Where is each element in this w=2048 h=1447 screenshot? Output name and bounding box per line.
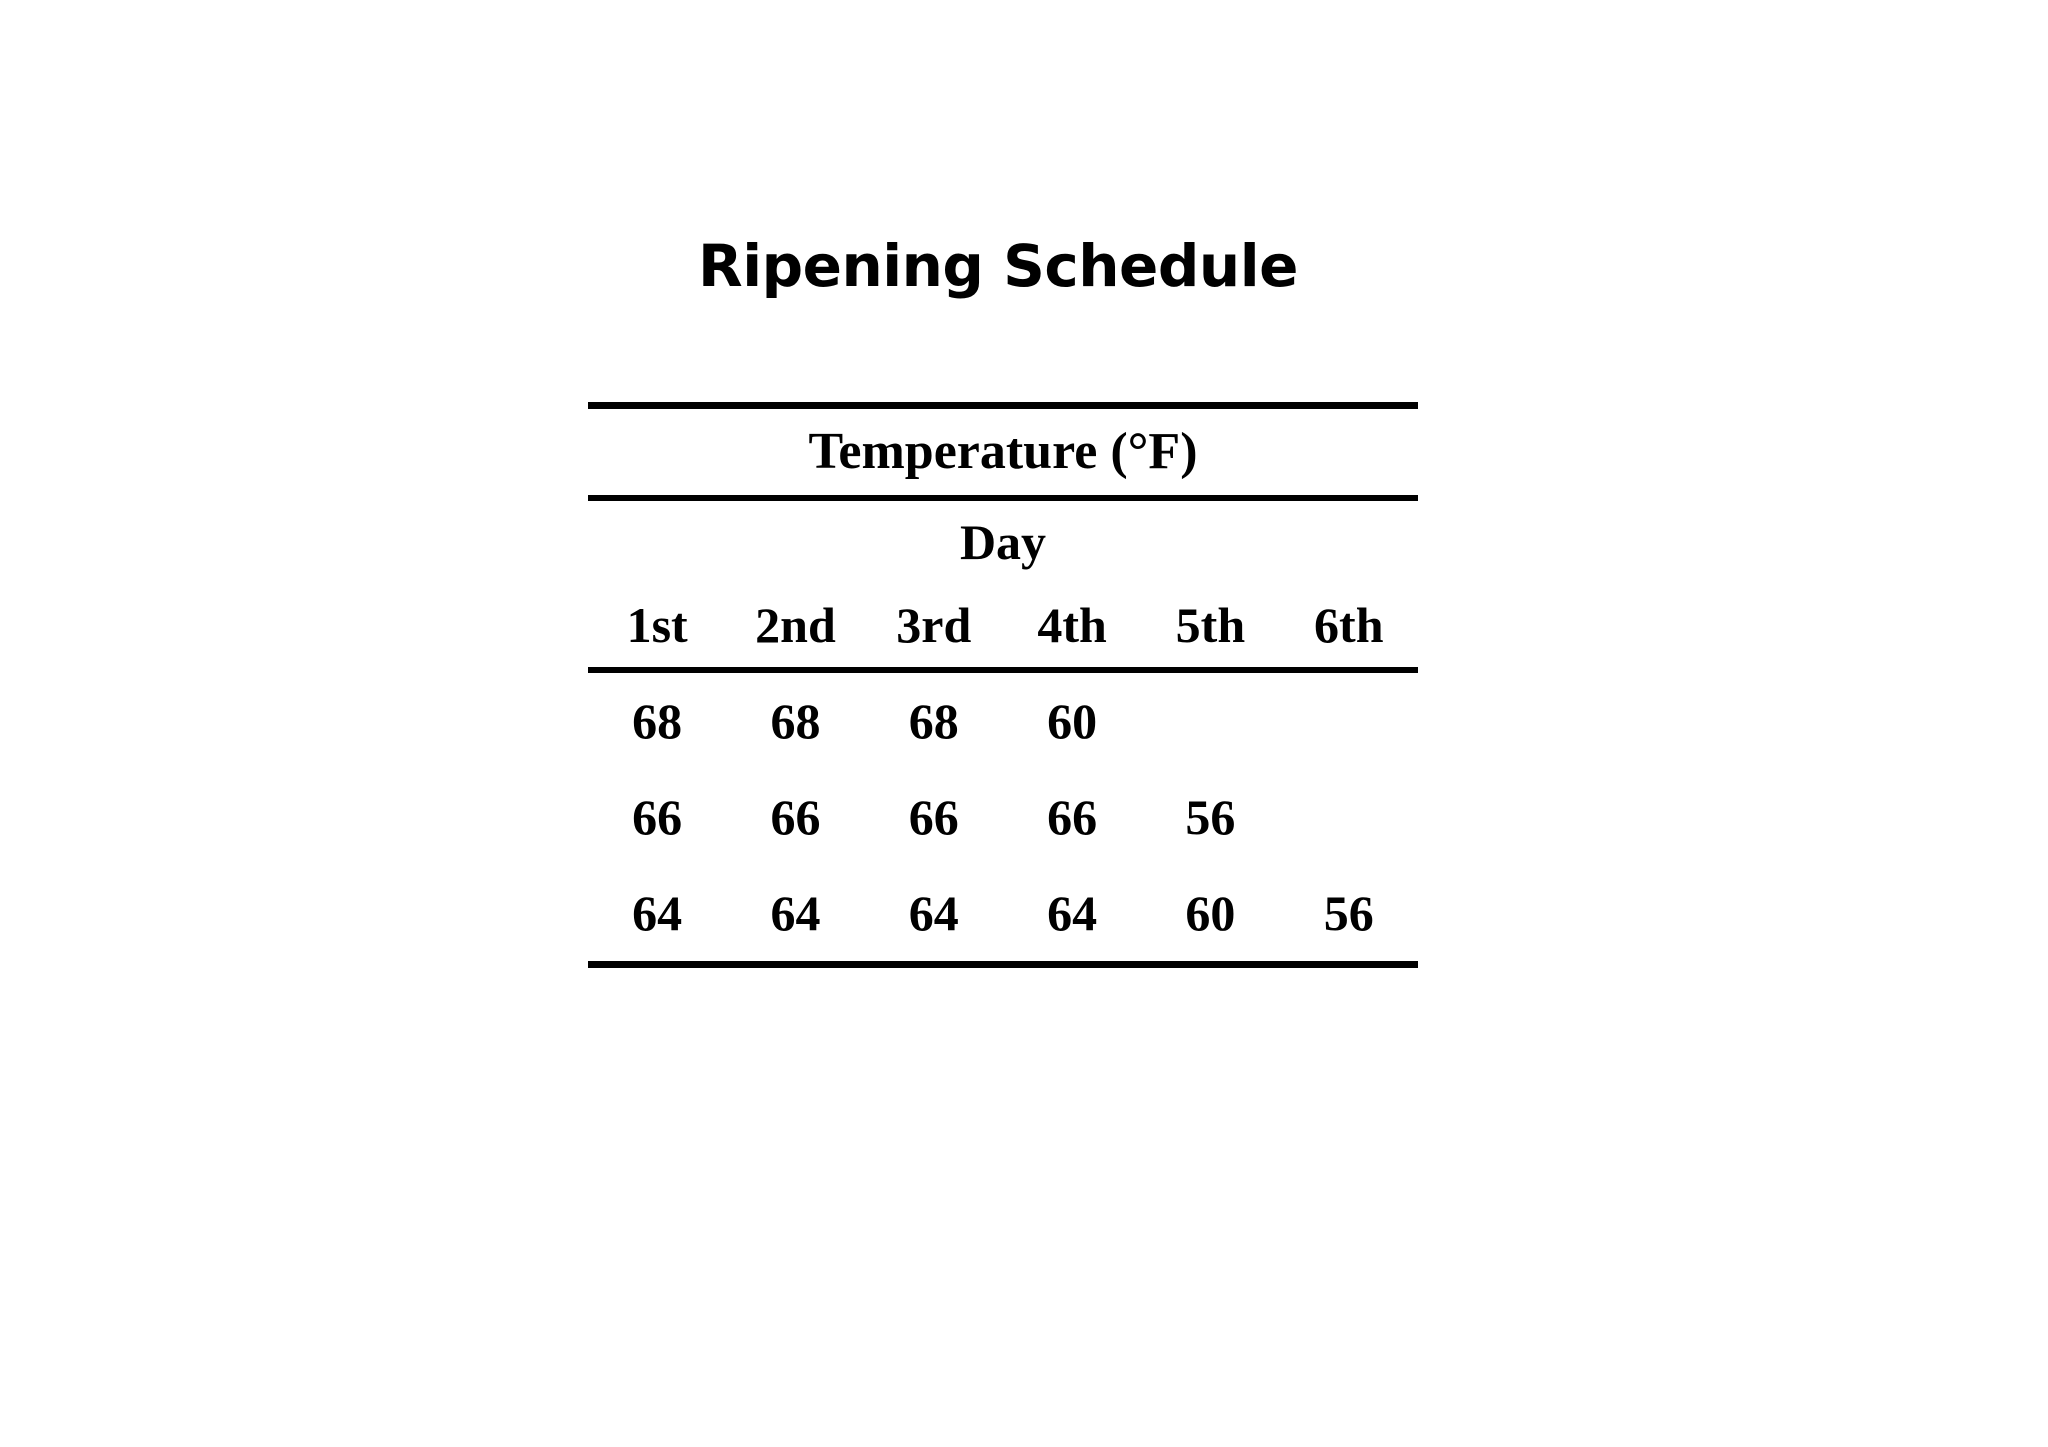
table-cell: 68: [632, 693, 683, 749]
table-sub-header-row: [588, 498, 1418, 583]
table-cell: [1280, 670, 1418, 769]
table-cell: 64: [1047, 885, 1098, 941]
column-header-1st: 1st: [588, 583, 726, 670]
ripening-schedule-table: [588, 402, 1418, 968]
table-cell: 66: [632, 789, 683, 845]
table-cell: 66: [908, 789, 959, 845]
table-cell: 68: [908, 693, 959, 749]
table-cell: 56: [1185, 789, 1236, 845]
table-cell: 68: [770, 693, 821, 749]
table-bottom-rule: [588, 965, 1418, 969]
ripening-schedule-table-container: [588, 402, 1418, 968]
table-row: [588, 769, 1418, 865]
group-header-temperature: Temperature (°F): [588, 409, 1418, 498]
table-cell: 64: [770, 885, 821, 941]
table-cell: 66: [770, 789, 821, 845]
column-header-6th: 6th: [1280, 583, 1418, 670]
table-cell: 60: [1047, 693, 1098, 749]
column-header-5th: 5th: [1141, 583, 1279, 670]
page-title: Ripening Schedule: [698, 232, 1298, 300]
column-header-3rd: 3rd: [865, 583, 1003, 670]
table-row: [588, 670, 1418, 769]
table-group-header-row: [588, 409, 1418, 498]
table-row: [588, 865, 1418, 965]
sub-header-day: Day: [959, 514, 1047, 570]
table-cell: 66: [1047, 789, 1098, 845]
table-cell: 64: [908, 885, 959, 941]
table-cell: [1141, 670, 1279, 769]
table-column-header-row: [588, 583, 1418, 670]
table-cell: [1280, 769, 1418, 865]
table-cell: 56: [1323, 885, 1374, 941]
table-cell: 60: [1185, 885, 1236, 941]
table-cell: 64: [632, 885, 683, 941]
column-header-4th: 4th: [1003, 583, 1141, 670]
column-header-2nd: 2nd: [726, 583, 864, 670]
